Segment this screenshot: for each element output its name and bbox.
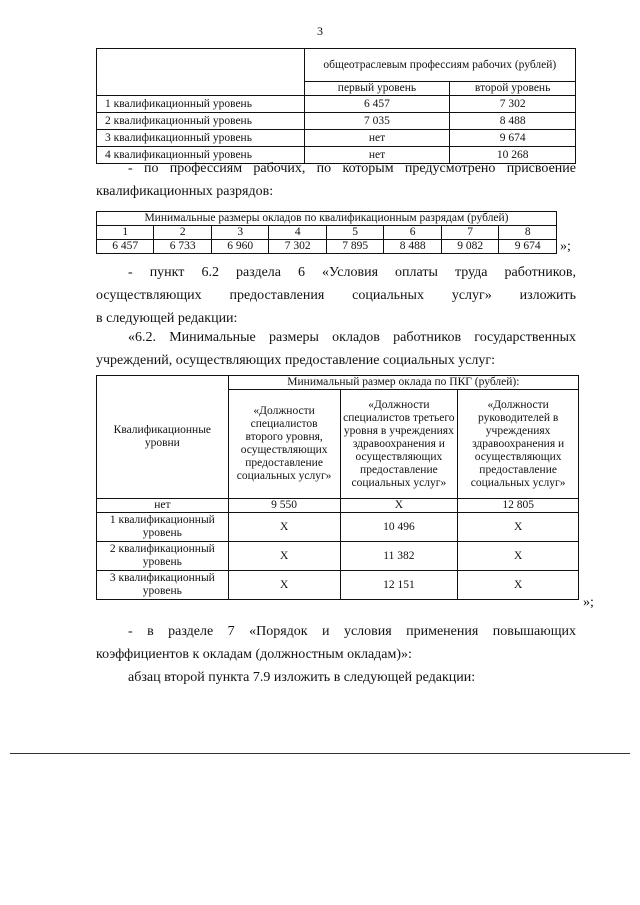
table1-group-header: общеотраслевым профессиям рабочих (рублей) (304, 49, 575, 82)
table3-col-second-level: «Должности специалистов второго уровня, осуществляющих предоставление социальных услуг» (228, 390, 340, 499)
row-label: 1 квалификационный уровень (97, 96, 305, 113)
row-label: 2 квалификационный уровень (97, 542, 229, 571)
table-row (97, 113, 576, 130)
grade-value: 7 302 (269, 240, 326, 254)
cell-value: 6 457 (304, 96, 450, 113)
cell-value: X (340, 499, 458, 513)
paragraph-worker-grades-line1: - по профессиям рабочих, по которым предусмотрено присвоение (128, 161, 576, 176)
row-label: 3 квалификационный уровень (97, 571, 229, 600)
paragraph-worker-grades-line2: квалификационных разрядов: (96, 184, 274, 199)
grade-header: 3 (211, 226, 268, 240)
row-label: нет (97, 499, 229, 513)
table3-col-managers: «Должности руководителей в учреждениях здравоохранения и осуществляющих предоставление социальных услуг» (458, 390, 579, 499)
table1-col-second-level: второй уровень (450, 82, 576, 96)
table2-closing-quote: »; (560, 239, 571, 254)
paragraph-item62-text-line2: учреждений, осуществляющих предоставление социальных услуг: (96, 353, 496, 368)
table-row (97, 499, 579, 513)
grade-header: 8 (499, 226, 557, 240)
page-bottom-rule (10, 753, 630, 754)
grade-value: 9 082 (441, 240, 498, 254)
cell-value: 10 268 (450, 147, 576, 164)
empty-corner-cell (97, 49, 305, 96)
cell-value: 8 488 (450, 113, 576, 130)
paragraph-section7-line1: - в разделе 7 «Порядок и условия применения повышающих (128, 624, 576, 639)
table-row (97, 513, 579, 542)
paragraph-item62-line2: осуществляющих предоставления социальных услуг» изложить (96, 288, 576, 303)
cell-value: нет (304, 147, 450, 164)
grade-header: 7 (441, 226, 498, 240)
table-row (97, 96, 576, 113)
grade-header: 2 (154, 226, 211, 240)
grade-value: 6 733 (154, 240, 211, 254)
row-label: 3 квалификационный уровень (97, 130, 305, 147)
table3-closing-quote: »; (583, 595, 594, 610)
table-row (97, 571, 579, 600)
paragraph-item62-line3: в следующей редакции: (96, 311, 238, 326)
cell-value: X (458, 571, 579, 600)
table3-col-third-level: «Должности специалистов третьего уровня в учреждениях здравоохранения и осуществляющих предоставление социальных услуг» (340, 390, 458, 499)
paragraph-item62-line1: - пункт 6.2 раздела 6 «Условия оплаты труда работников, (128, 265, 576, 280)
grade-header: 1 (97, 226, 154, 240)
paragraph-item62-text-line1: «6.2. Минимальные размеры окладов работников государственных (128, 330, 576, 345)
grade-header: 5 (326, 226, 383, 240)
cell-value: 10 496 (340, 513, 458, 542)
cell-value: 7 302 (450, 96, 576, 113)
grade-value: 6 960 (211, 240, 268, 254)
grade-value: 8 488 (384, 240, 441, 254)
cell-value: 12 151 (340, 571, 458, 600)
cell-value: X (458, 513, 579, 542)
table-row (97, 542, 579, 571)
cell-value: X (458, 542, 579, 571)
grade-salary-table (96, 211, 557, 254)
cell-value: 9 674 (450, 130, 576, 147)
cell-value: 7 035 (304, 113, 450, 130)
table2-title: Минимальные размеры окладов по квалификационным разрядам (рублей) (97, 212, 557, 226)
grade-value: 7 895 (326, 240, 383, 254)
table3-group-header: Минимальный размер оклада по ПКГ (рублей): (228, 376, 578, 390)
grade-value: 9 674 (499, 240, 557, 254)
cell-value: X (228, 513, 340, 542)
page-number: 3 (317, 24, 323, 38)
table-row (97, 130, 576, 147)
grade-header: 4 (269, 226, 326, 240)
table3-row-header: Квалификационные уровни (97, 376, 229, 499)
cell-value: нет (304, 130, 450, 147)
cell-value: 11 382 (340, 542, 458, 571)
paragraph-section7-line2: коэффициентов к окладам (должностным окладам)»: (96, 647, 412, 662)
cell-value: 12 805 (458, 499, 579, 513)
cell-value: X (228, 571, 340, 600)
row-label: 1 квалификационный уровень (97, 513, 229, 542)
row-label: 2 квалификационный уровень (97, 113, 305, 130)
grade-header: 6 (384, 226, 441, 240)
cell-value: X (228, 542, 340, 571)
pkg-salary-table (96, 375, 579, 600)
table1-col-first-level: первый уровень (304, 82, 450, 96)
paragraph-item79: абзац второй пункта 7.9 изложить в следующей редакции: (128, 670, 476, 685)
row-label: 4 квалификационный уровень (97, 147, 305, 164)
grade-value: 6 457 (97, 240, 154, 254)
cell-value: 9 550 (228, 499, 340, 513)
worker-professions-salary-table (96, 48, 576, 164)
